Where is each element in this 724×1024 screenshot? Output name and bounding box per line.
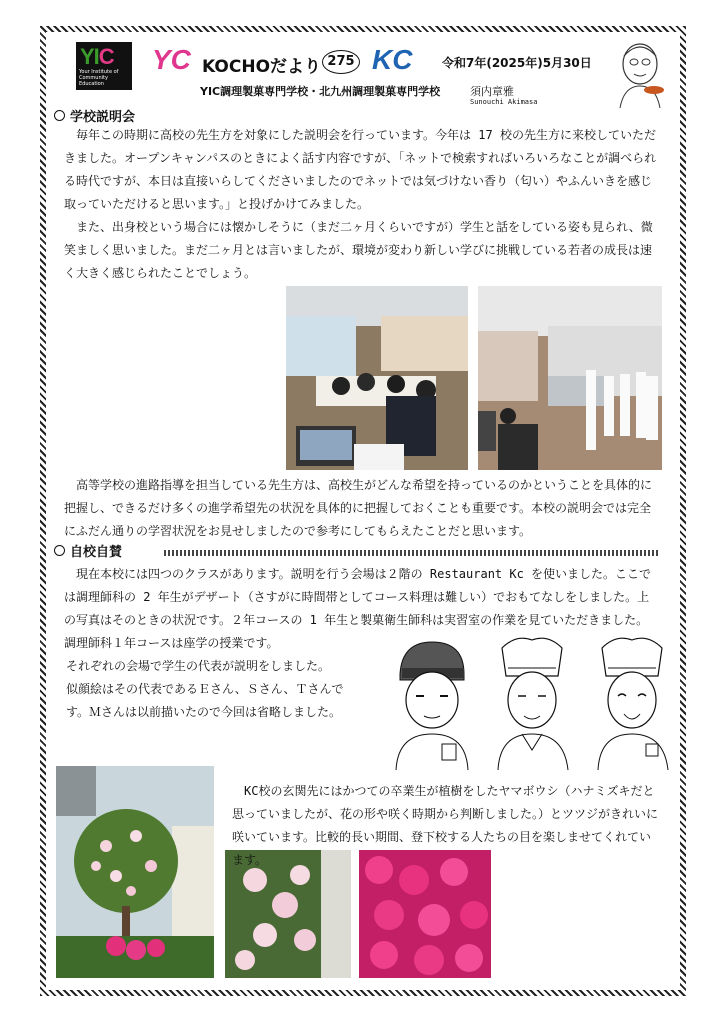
paragraph: それぞれの会場で学生の代表が説明をしました。	[66, 659, 331, 673]
restaurant-kitchen-photo	[478, 286, 662, 470]
circle-bullet-icon	[54, 110, 65, 121]
briefing-room-photo	[286, 286, 468, 470]
heading-text: 自校自賛	[70, 545, 123, 560]
heading-text: 学校説明会	[70, 110, 136, 125]
author-name: 須内章雅	[470, 85, 514, 98]
paragraph: 現在本校には四つのクラスがあります。説明を行う会場は２階の Restaurant Kc を使いました。ここでは調理師科の 2 年生がデザート（さすがに時間帯としてコース料理は難しい）でおもてなしをしました。上の写真はそのときの状況です。２年コースの 1 年生と製菓衛生師科は実習室の作業を見ていただきました。調理師科１年コースは座学の授業です。	[64, 567, 652, 650]
student-e-portrait-drawing	[388, 634, 476, 770]
author-romaji: Sunouchi Akimasa	[470, 98, 538, 106]
paragraph: KC校の玄関先にはかつての卒業生が植樹をしたヤマボウシ（ハナミズキだと思っていましたが、花の形や咲く時期から判断しました。）とツツジがきれいに咲いています。比較的長い期間、登下校する人たちの目を楽しませてくれています。	[232, 784, 659, 867]
paragraph: また、出身校という場合には懐かしそうに（まだ二ヶ月くらいですが）学生と話をしている姿も見られ、微笑ましく思いました。まだ二ヶ月とは言いましたが、環境が変わり新しい学びに挑戦している若者の成長は速く大きく感じられたことでしょう。	[64, 220, 653, 280]
paragraph: 似顔絵はその代表であるＥさん、Ｓさん、Ｔさんです。Ｍさんは以前描いたので今回は省略しました。	[66, 682, 344, 719]
issue-number: 275	[322, 50, 360, 74]
heading-self-praise	[54, 541, 122, 560]
school-name: YIC調理製菓専門学校・北九州調理製菓専門学校	[200, 85, 441, 98]
kc-logo-text: KC	[372, 44, 413, 75]
logo-subtitle: Your Institute of Community Education	[79, 69, 119, 87]
newsletter-page	[52, 38, 674, 984]
student-s-portrait-drawing	[492, 634, 574, 770]
issue-date: 令和7年(2025年)5月30日	[442, 56, 592, 70]
author-portrait-drawing	[610, 38, 670, 108]
dotted-divider	[164, 550, 658, 556]
newsletter-title: KOCHOだより	[202, 57, 322, 77]
paragraph: 毎年この時期に高校の先生方を対象にした説明会を行っています。今年は 17 校の先生方に来校していただきました。オープンキャンパスのときによく話す内容ですが、「ネットで検索すればいろいろなことが調べられる時代ですが、本日は直接いらしてくださいましたのでネットでは気づけない香り（匂い）やふんいきを感じ取っていただけると思います。」と投げかけてみました。	[64, 128, 657, 211]
paragraph: 高等学校の進路指導を担当している先生方は、高校生がどんな希望を持っているのかということを具体的に把握し、できるだけ多くの進学希望先の状況を具体的に把握しておくことも重要です。本校の説明会では完全にふだん通りの学習状況をお見せしましたので参考にしてもらえたことだと思います。	[64, 478, 653, 538]
logo-text-b: C	[98, 44, 114, 69]
student-t-portrait-drawing	[592, 634, 674, 770]
heading-school-briefing	[54, 106, 135, 125]
yc-logo-text: YC	[152, 44, 191, 75]
dogwood-tree-photo	[56, 766, 214, 978]
circle-bullet-icon	[54, 545, 65, 556]
yic-logo	[76, 42, 132, 90]
logo-text-a: YI	[80, 44, 99, 69]
